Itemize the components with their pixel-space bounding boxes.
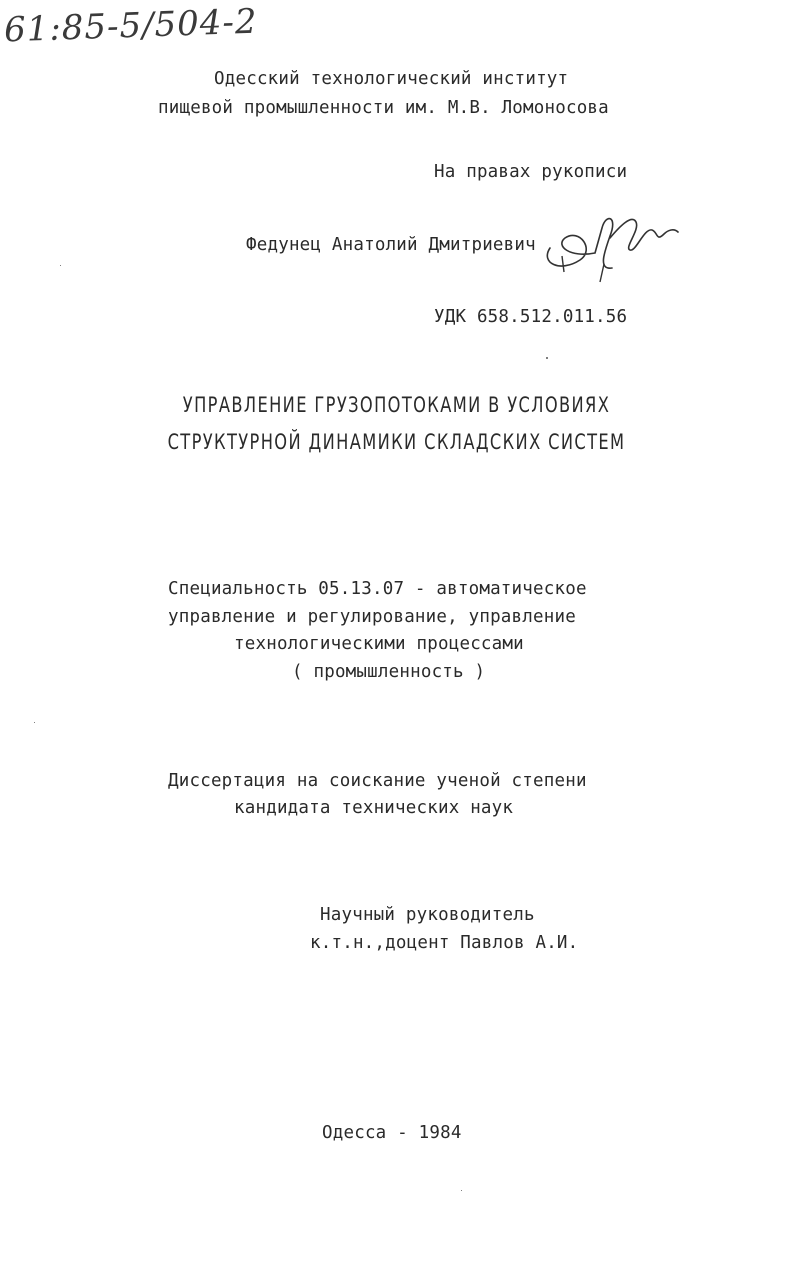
- udc-code: УДК 658.512.011.56: [434, 307, 628, 327]
- paper-speck: [461, 1190, 462, 1191]
- degree-line-1: Диссертация на соискание ученой степени: [168, 771, 587, 791]
- specialty-line-4: ( промышленность ): [292, 662, 486, 682]
- specialty-line-3: технологическими процессами: [234, 634, 524, 654]
- place-year: Одесса - 1984: [322, 1123, 462, 1143]
- specialty-line-1: Специальность 05.13.07 - автоматическое: [168, 579, 587, 599]
- paper-speck: [546, 357, 548, 359]
- manuscript-rights: На правах рукописи: [434, 162, 628, 182]
- paper-speck: [34, 722, 35, 723]
- author-signature: [540, 208, 690, 288]
- specialty-line-2: управление и регулирование, управление: [168, 607, 576, 627]
- institution-line-2: пищевой промышленности им. М.В. Ломоносова: [158, 98, 609, 118]
- author-name: Федунец Анатолий Дмитриевич: [246, 235, 536, 255]
- title-line-1: УПРАВЛЕНИЕ ГРУЗОПОТОКАМИ В УСЛОВИЯХ: [182, 393, 611, 417]
- archive-code-handwritten: 61:85-5/504-2: [3, 1, 259, 51]
- institution-line-1: Одесский технологический институт: [214, 69, 569, 89]
- supervisor-line-2: к.т.н.,доцент Павлов А.И.: [310, 933, 579, 953]
- supervisor-line-1: Научный руководитель: [320, 905, 535, 925]
- title-line-2: СТРУКТУРНОЙ ДИНАМИКИ СКЛАДСКИХ СИСТЕМ: [167, 430, 626, 454]
- degree-line-2: кандидата технических наук: [234, 798, 514, 818]
- paper-speck: [60, 265, 61, 266]
